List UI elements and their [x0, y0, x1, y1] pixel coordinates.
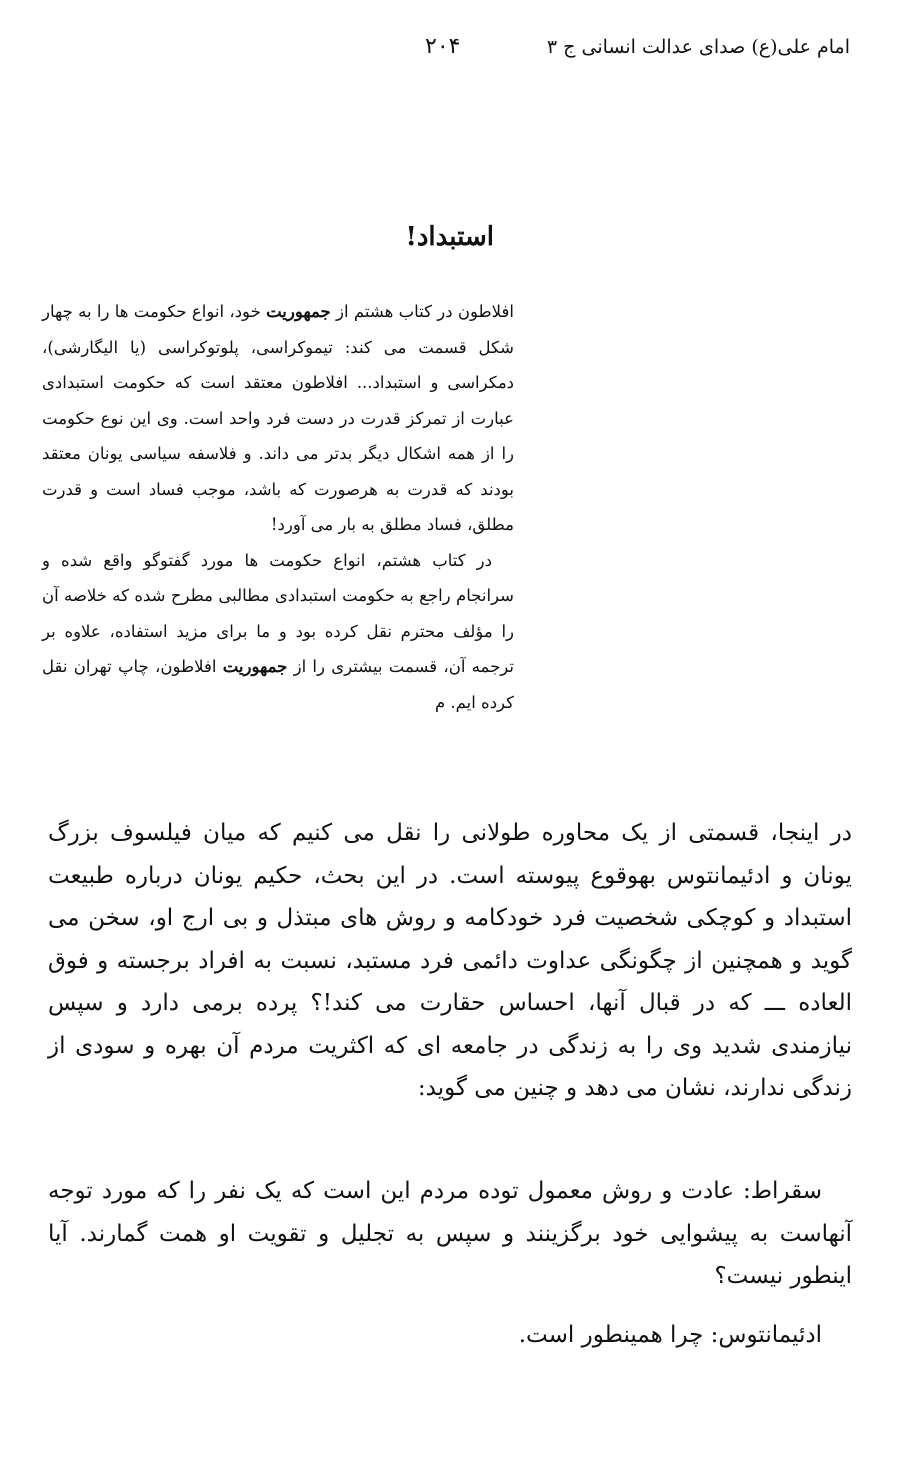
- dialogue-socrates: سقراط: عادت و روش معمول توده مردم این است که یک نفر را که مورد توجه آنهاست به پیشوایی خود برگزینند و سپس به تجلیل و تقویت او همت گمارند. آیا اینطور نیست؟: [48, 1178, 852, 1289]
- page-number: ۲۰۴: [425, 34, 461, 59]
- note-text: خود، انواع حکومت ها را به چهار شکل قسمت می کند: تیموکراسی، پلوتوکراسی (یا الیگارشی)، دمکراسی و استبداد... افلاطون معتقد است که حکومت استبدادی عبارت از تمرکز قدرت در دست فرد واحد است. وی این نوع حکومت را از همه اشکال دیگر بدتر می داند. و فلاسفه سیاسی یونان معتقد بودند که قدرت به هرصورت که باشد، موجب فساد است و قدرت مطلق، فساد مطلق به بار می آورد!: [42, 302, 514, 534]
- note-paragraph-2: [42, 543, 514, 721]
- note-text: در کتاب هشتم، انواع حکومت ها مورد گفتوگو واقع شده و سرانجام راجع به حکومت استبدادی مطالبی مطرح شده که خلاصه آن را مؤلف محترم نقل کرده بود و ما برای مزید استفاده، علاوه بر ترجمه آن، قسمت بیشتری را از: [42, 550, 514, 676]
- dialogue-adeimantus: ادئیمانتوس: چرا همینطور است.: [518, 1322, 822, 1348]
- note-text: افلاطون در کتاب هشتم از: [330, 302, 514, 321]
- translator-note: [42, 294, 514, 720]
- body-paragraph-intro: در اینجا، قسمتی از یک محاوره طولانی را نقل می کنیم که میان فیلسوف بزرگ یونان و ادئیمانتوس بهوقوع پیوسته است. در این بحث، حکیم یونان درباره طبیعت استبداد و کوچکی شخصیت فرد خودکامه و روش های مبتذل و بی ارج او، سخن می گوید و همچنین از چگونگی عداوت دائمی فرد مستبد، نسبت به افراد برجسته و فوق العاده ـــ که در قبال آنها، احساس حقارت می کند!؟ پرده برمی دارد و سپس نیازمندی شدید وی را به زندگی در جامعه ای که اکثریت مردم آن بهره و سودی از زندگی ندارند، نشان می دهد و چنین می گوید:: [48, 820, 852, 1101]
- note-text: افلاطون، چاپ تهران نقل کرده ایم. م: [42, 657, 514, 712]
- section-title: استبداد!: [405, 222, 494, 252]
- book-title-header: امام علی(ع) صدای عدالت انسانی ج ۳: [546, 36, 850, 58]
- note-paragraph-1: [42, 294, 514, 543]
- book-name-republic: جمهوریت: [266, 302, 331, 321]
- book-name-republic: جمهوریت: [222, 657, 288, 676]
